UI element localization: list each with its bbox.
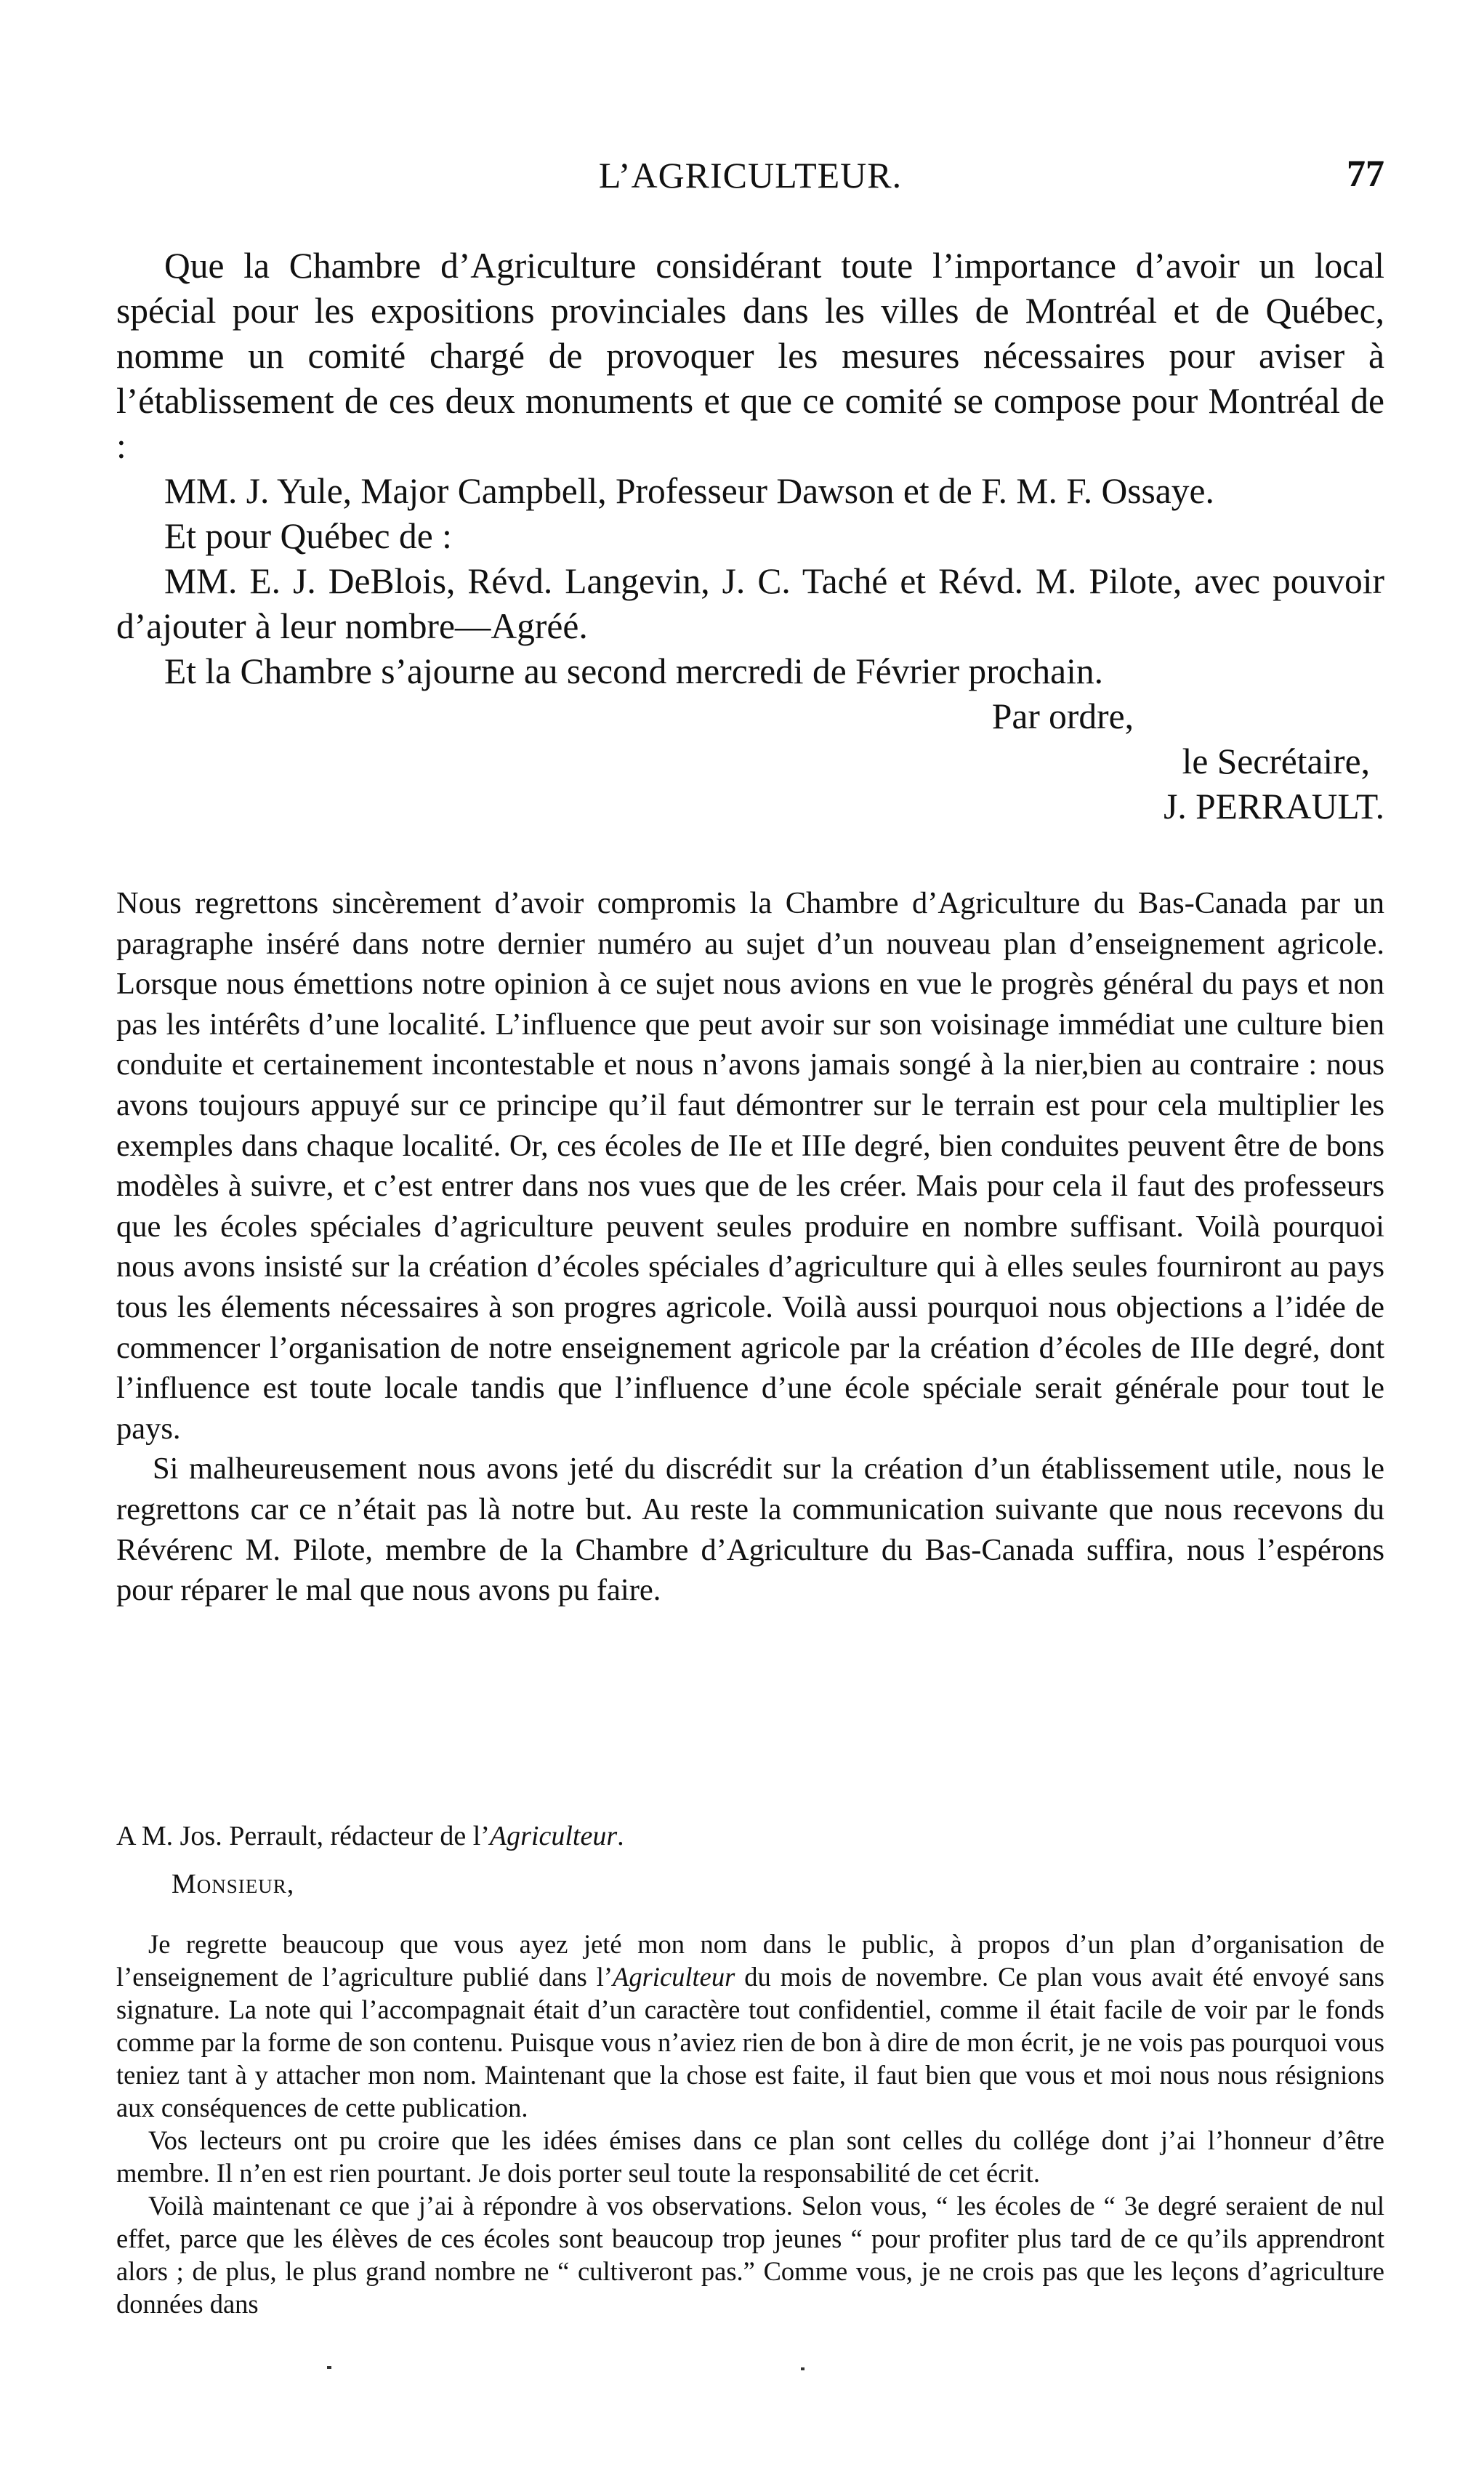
letter-text: du mois de novembre. Ce plan vous avait été envoyé sans signature. La note qui l’accompagnait était d’un caractère tout confidentiel, comme il était facile de voir par le fonds comme par la forme de son contenu. Puisque vous n’aviez rien de bon à dire de mon écrit, je ne vois pas pourquoi vous teniez tant à y attacher mon nom. Maintenant que la chose est faite, il faut bien que vous et moi nous nous résignions aux conséquences de cette publication. [116,1962,1384,2122]
letter-salutation: Monsieur, [172,1869,295,1899]
addressee-text: A M. Jos. Perrault, rédacteur de l’ [116,1821,490,1851]
letter-heading [116,1817,1384,1903]
letter-text: Je regrette beaucoup que vous ayez jeté mon nom dans le public, à propos d’un plan d’organisation de l’enseignement de l’agriculture publié dans l’ [116,1929,1384,1992]
letter-paragraph: Voilà maintenant ce que j’ai à répondre à vos observations. Selon vous, “ les écoles de “ 3e degré seraient de nul effet, parce que les élèves de ces écoles sont beaucoup trop jeunes “ pour profiter plus tard de ce qu’ils apprendront alors ; de plus, le plus grand nombre ne “ cultiveront pas.” Comme vous, je ne crois pas que les leçons d’agriculture données dans [116,2191,1384,2319]
editorial-paragraph: Si malheureusement nous avons jeté du discrédit sur la création d’un établissement utile, nous le regrettons car ce n’était pas là notre but. Au reste la communication suivante que nous recevons du Révérenc M. Pilote, membre de la Chambre d’Agriculture du Bas-Canada suffira, nous l’espérons pour réparer le mal que nous avons pu faire. [116,1452,1384,1608]
print-speck [801,2367,804,2370]
page-number: 77 [1347,153,1384,195]
resolution-paragraph: MM. J. Yule, Major Campbell, Professeur Dawson et de F. M. F. Ossaye. [164,471,1214,511]
signature-line: Par ordre, [991,696,1134,736]
resolution-paragraph: Et pour Québec de : [164,516,452,556]
letter-paragraph: Vos lecteurs ont pu croire que les idées émises dans ce plan sont celles du collége dont j’ai l’honneur d’être membre. Il n’en est rien pourtant. Je dois porter seul toute la responsabilité de cet écrit. [116,2125,1384,2188]
running-head [116,145,1384,211]
print-speck [327,2366,331,2369]
journal-title: Agriculteur [489,1821,618,1851]
resolution-section [116,244,1384,829]
resolution-paragraph: Et la Chambre s’ajourne au second mercredi de Février prochain. [164,651,1103,691]
letter-paragraph [116,1928,1384,2124]
letter-body [116,1928,1384,2320]
journal-title: Agriculteur [613,1962,735,1992]
running-title: L’AGRICULTEUR. [598,155,903,196]
signature-line: le Secrétaire, [1182,741,1370,781]
editorial-paragraph: Nous regrettons sincèrement d’avoir compromis la Chambre d’Agriculture du Bas-Canada par un paragraphe inséré dans notre dernier numéro au sujet d’un nouveau plan d’enseignement agricole. Lorsque nous émettions notre opinion à ce sujet nous avions en vue le progrès général du pays et non pas les intérêts d’une localité. L’influence que peut avoir sur son voisinage immédiat une culture bien conduite et certainement incontestable et nous n’avons jamais songé à la nier,bien au contraire : nous avons toujours appuyé sur ce principe qu’il faut démontrer sur le terrain est pour cela multiplier les exemples dans chaque localité. Or, ces écoles de IIe et IIIe degré, bien conduites peuvent être de bons modèles à suivre, et c’est entrer dans nos vues que de les créer. Mais pour cela il faut des professeurs que les écoles spéciales d’agriculture peuvent seules produire en nombre suffisant. Voilà pourquoi nous avons insisté sur la création d’écoles spéciales d’agriculture qui à elles seules fourniront au pays tous les élements nécessaires à son progres agricole. Voilà aussi pourquoi nous objections a l’idée de commencer l’organisation de notre enseignement agricole par la création d’écoles de IIIe degré, dont l’influence est toute locale tandis que l’influence d’une école spéciale serait générale pour tout le pays. [116,886,1384,1446]
resolution-paragraph: MM. E. J. DeBlois, Révd. Langevin, J. C. Taché et Révd. M. Pilote, avec pouvoir d’ajouter à leur nombre—Agréé. [116,561,1384,646]
editorial-section [116,883,1384,1611]
addressee-punctuation: . [617,1821,624,1851]
signature-block [116,694,1384,829]
resolution-paragraph: Que la Chambre d’Agriculture considérant toute l’importance d’avoir un local spécial pour les expositions provinciales dans les villes de Montréal et de Québec, nomme un comité chargé de provoquer les mesures nécessaires pour aviser à l’établissement de ces deux monuments et que ce comité se compose pour Montréal de : [116,246,1384,466]
signature-name: J. PERRAULT. [1164,786,1384,826]
letter-addressee [116,1817,1384,1855]
